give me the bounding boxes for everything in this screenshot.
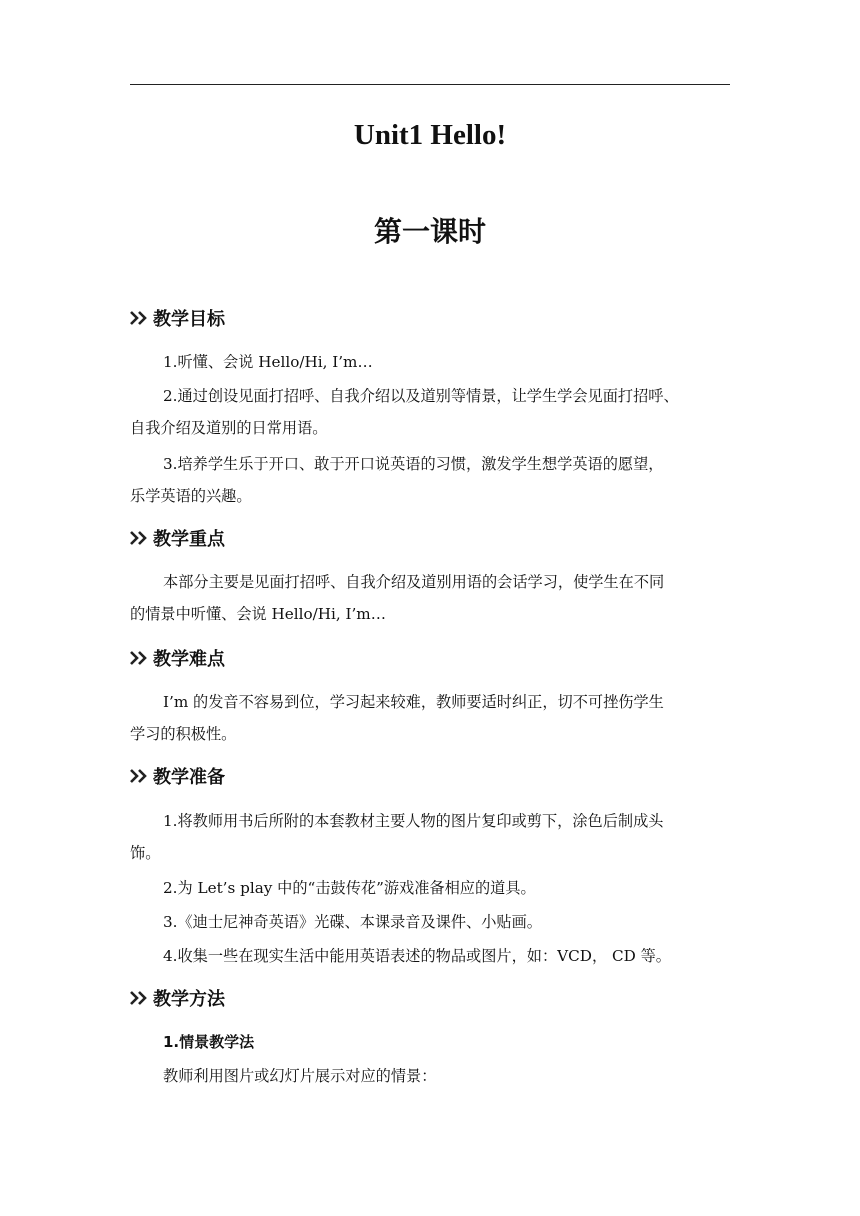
paragraph: 3.培养学生乐于开口、敢于开口说英语的习惯，激发学生想学英语的愿望， 乐学英语的兴趣。: [130, 455, 664, 505]
paragraph: 2.通过创设见面打招呼、自我介绍以及道别等情景，让学生学会见面打招呼、 自我介绍及道别的日常用语。: [130, 387, 679, 437]
method-subheading: 1.情景教学法: [163, 1033, 255, 1051]
paragraph: 3.《迪士尼神奇英语》光碟、本课录音及课件、小贴画。: [163, 913, 542, 931]
section-heading-preparation: [130, 763, 225, 789]
paragraph: I’m 的发音不容易到位，学习起来较难，教师要适时纠正，切不可挫伤学生 学习的积极性。: [130, 693, 664, 743]
section-heading-difficulties: [130, 645, 225, 671]
double-chevron-icon: [130, 651, 152, 665]
paragraph: 1.将教师用书后所附的本套教材主要人物的图片复印或剪下，涂色后制成头 饰。: [130, 812, 664, 862]
double-chevron-icon: [130, 769, 152, 783]
section-heading-methods: [130, 985, 225, 1011]
paragraph: 1.听懂、会说 Hello/Hi, I’m…: [163, 353, 373, 371]
paragraph: 4.收集一些在现实生活中能用英语表述的物品或图片，如：VCD， CD 等。: [163, 947, 671, 965]
double-chevron-icon: [130, 991, 152, 1005]
paragraph: 2.为 Let’s play 中的“击鼓传花”游戏准备相应的道具。: [163, 879, 536, 897]
paragraph: 教师利用图片或幻灯片展示对应的情景：: [163, 1067, 437, 1085]
section-heading-key-points: [130, 525, 225, 551]
lesson-subtitle: 第一课时: [373, 215, 486, 248]
header-rule: [130, 84, 730, 85]
paragraph: 本部分主要是见面打招呼、自我介绍及道别用语的会话学习，使学生在不同 的情景中听懂、会说 Hello/Hi, I’m…: [130, 573, 665, 623]
section-heading-label: 教学准备: [153, 767, 225, 788]
double-chevron-icon: [130, 311, 152, 325]
section-heading-label: 教学方法: [153, 989, 225, 1010]
section-heading-label: 教学重点: [153, 529, 225, 550]
section-heading-label: 教学难点: [153, 649, 225, 670]
double-chevron-icon: [130, 531, 152, 545]
section-heading-objectives: [130, 305, 225, 331]
section-heading-label: 教学目标: [153, 309, 225, 330]
document-title: Unit1 Hello!: [353, 119, 507, 151]
